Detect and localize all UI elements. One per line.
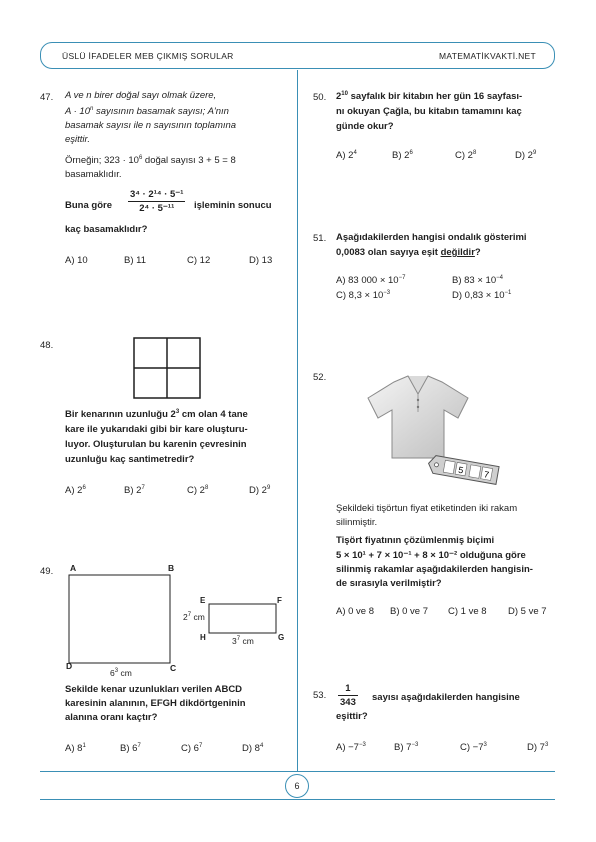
q49-label-d: D <box>66 661 73 671</box>
q48-text-line2: kare ile yukarıdaki gibi bir kare oluşturu- <box>65 424 248 435</box>
question-51-number: 51. <box>313 233 327 244</box>
q48-text-line4: uzunluğu kaç santimetredir? <box>65 454 195 465</box>
q53-fraction <box>338 683 358 708</box>
q52-text-line3: Tişört fiyatının çözümlenmiş biçimi <box>336 535 495 546</box>
q53-text-line2: eşittir? <box>336 711 368 722</box>
q49-label-g: G <box>278 633 285 642</box>
q49-label-b: B <box>168 563 175 573</box>
q47-text-line1: A ve n birer doğal sayı olmak üzere, <box>65 90 217 101</box>
q50-option-c[interactable]: C) $2^8$ <box>455 150 477 161</box>
q52-option-b[interactable]: B) 0 ve 7 <box>390 606 429 617</box>
price-tag-digit-2: 7 <box>483 469 490 480</box>
q47-text-line3: basamak sayısı ile n sayısının toplamına <box>65 120 237 131</box>
q51-option-b[interactable]: B) $83 \times 10^{-4}$ <box>452 275 503 286</box>
q49-abcd-side-length: $6^3$ cm <box>110 668 132 678</box>
q51-text-line1: Aşağıdakilerden hangisi ondalık gösterimi <box>336 232 527 243</box>
q53-option-a[interactable]: $A) -7^{-3}$ <box>336 742 366 753</box>
q53-option-b[interactable]: B) $7^{-3}$ <box>394 742 419 753</box>
q50-option-b[interactable]: B) $2^6$ <box>392 150 413 161</box>
question-50-number: 50. <box>313 92 327 103</box>
q52-option-a[interactable]: A) 0 ve 8 <box>336 606 375 617</box>
price-tag-digit-1: 5 <box>457 464 465 476</box>
tshirt-image <box>364 372 472 464</box>
q48-option-b[interactable]: B) $2^7$ <box>124 485 145 496</box>
q47-text-line2: $A \cdot 10^n$ sayısının basamak sayısı; A'nın <box>65 106 229 117</box>
q49-label-e: E <box>200 596 206 605</box>
q53-option-d[interactable]: D) $7^3$ <box>527 742 549 753</box>
q52-text-line6: de sırasıyla verilmiştir? <box>336 578 442 589</box>
q47-option-c[interactable]: C) 12 <box>187 255 211 266</box>
q49-text-line3: alanına oranı kaçtır? <box>65 712 158 723</box>
question-48-number: 48. <box>40 340 54 351</box>
question-49-number: 49. <box>40 566 54 577</box>
q49-square-abcd <box>68 574 172 666</box>
q49-option-b[interactable]: B) $6^7$ <box>120 743 141 754</box>
q51-option-c[interactable]: C) $8,3 \times 10^{-3}$ <box>336 290 391 301</box>
q48-option-c[interactable]: C) $2^8$ <box>187 485 209 496</box>
q52-text-line1: Şekildeki tişörtun fiyat etiketinden iki rakam <box>336 503 518 514</box>
q51-text-line2: 0,0083 olan sayıya eşit değildir? <box>336 247 481 258</box>
footer-divider-bottom <box>40 799 555 800</box>
q49-label-c: C <box>170 663 177 673</box>
site-name: MATEMATİKVAKTİ.NET <box>438 51 536 61</box>
q49-label-a: A <box>70 563 77 573</box>
question-47-number: 47. <box>40 92 54 103</box>
q47-example-line1: Örneğin; $323 \cdot 10^6$ doğal sayısı 3 + 5 = 8 <box>65 155 236 166</box>
q47-option-b[interactable]: B) 11 <box>124 255 147 266</box>
q47-fraction <box>128 189 185 214</box>
q47-option-a[interactable]: A) 10 <box>65 255 88 266</box>
question-53-number: 53. <box>313 690 327 701</box>
q48-text-line3: luyor. Oluşturulan bu karenin çevresinin <box>65 439 247 450</box>
q52-option-d[interactable]: D) 5 ve 7 <box>508 606 547 617</box>
q47-text-line4: eşittir. <box>65 134 90 145</box>
price-tag-image <box>428 455 504 485</box>
q49-rectangle-efgh <box>208 603 278 635</box>
q47-option-d[interactable]: D) 13 <box>249 255 273 266</box>
q53-numerator: 1 <box>338 683 358 696</box>
q53-option-c[interactable]: $C) -7^3$ <box>460 742 487 753</box>
column-divider <box>297 70 298 772</box>
q48-option-a[interactable]: A) $2^6$ <box>65 485 86 496</box>
q50-option-a[interactable]: A) $2^4$ <box>336 150 357 161</box>
q49-text-line2: karesinin alanının, EFGH dikdörtgeninin <box>65 698 246 709</box>
page-number: 6 <box>285 774 309 798</box>
q51-option-d[interactable]: D) $0,83 \times 10^{-1}$ <box>452 290 512 301</box>
q51-option-a[interactable]: A) 83 $000 \times 10^{-7}$ <box>336 275 406 286</box>
q47-denominator: 2⁴ · 5⁻¹¹ <box>139 203 175 214</box>
footer-divider <box>40 771 555 772</box>
question-52-number: 52. <box>313 372 327 383</box>
document-title: ÜSLÜ İFADELER MEB ÇIKMIŞ SORULAR <box>62 51 234 61</box>
q47-numerator: 3⁴ · 2¹⁴ · 5⁻¹ <box>130 189 184 200</box>
q47-example-line2: basamaklıdır. <box>65 169 122 180</box>
q47-ask-a: Buna göre <box>65 200 112 211</box>
q48-four-squares-figure <box>133 337 201 399</box>
q50-text-line1: $2^{10}$ sayfalık bir kitabın her gün 16 sayfası- <box>336 91 523 102</box>
q48-text-line1: Bir kenarının uzunluğu $2^3$ cm olan 4 tane <box>65 409 248 420</box>
q48-option-d[interactable]: D) $2^9$ <box>249 485 271 496</box>
q49-option-d[interactable]: D) $8^4$ <box>242 743 264 754</box>
q50-text-line2: nı okuyan Çağla, bu kitabın tamamını kaç <box>336 106 522 117</box>
q49-option-c[interactable]: C) $6^7$ <box>181 743 203 754</box>
q52-option-c[interactable]: C) 1 ve 8 <box>448 606 487 617</box>
q47-ask-b: işleminin sonucu <box>194 200 272 211</box>
q52-text-line2: silinmiştir. <box>336 517 378 528</box>
q49-label-h: H <box>200 633 206 642</box>
q49-efgh-height: $2^7$ cm <box>183 612 205 622</box>
q50-option-d[interactable]: D) $2^9$ <box>515 150 537 161</box>
q49-text-line1: Sekilde kenar uzunlukları verilen ABCD <box>65 684 243 695</box>
q52-text-line5: silinmiş rakamlar aşağıdakilerden hangisin- <box>336 564 533 575</box>
q52-text-line4: 5 × 10¹ + 7 × 10⁻¹ + 8 × 10⁻² olduğuna göre <box>336 550 526 561</box>
q49-option-a[interactable]: A) $8^1$ <box>65 743 86 754</box>
q50-text-line3: günde okur? <box>336 121 394 132</box>
q49-label-f: F <box>277 596 282 605</box>
q53-text-line1: sayısı aşağıdakilerden hangisine <box>372 692 520 703</box>
q47-ask-c: kaç basamaklıdır? <box>65 224 148 235</box>
q49-efgh-width: $3^7$ cm <box>232 636 254 646</box>
q53-denominator: 343 <box>340 697 356 708</box>
